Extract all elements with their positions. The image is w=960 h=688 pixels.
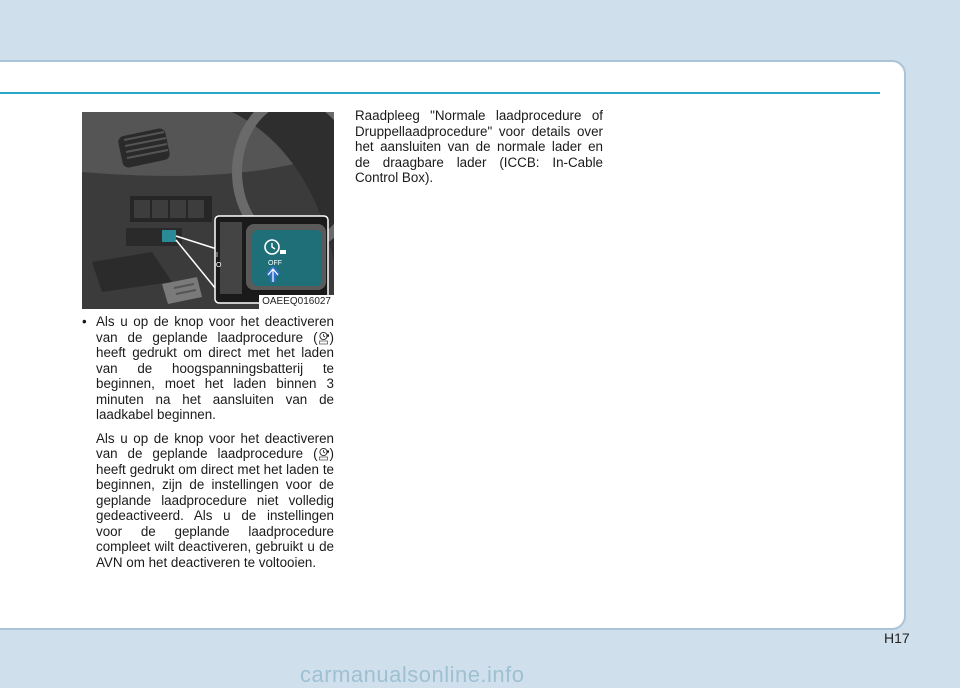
paragraph-1-part-a: Als u op de knop voor het deactiveren van de geplande laadprocedure (: [96, 314, 334, 345]
paragraph-2: [82, 431, 334, 571]
dashboard-photo: [82, 112, 334, 309]
left-column: [82, 314, 334, 570]
watermark: carmanualsonline.info: [300, 662, 525, 687]
paragraph-2-part-a: Als u op de knop voor het deactiveren van de geplande laadprocedure (: [96, 430, 334, 461]
timer-off-icon: [318, 447, 330, 461]
paragraph-1: [96, 314, 334, 423]
right-paragraph: Raadpleeg "Normale laadprocedure of Druppellaadprocedure" voor details over het aansluiten van de normale lader en de draagbare lader (ICCB: In-Cable Control Box).: [355, 108, 603, 185]
bullet-item: [82, 314, 334, 423]
paragraph-2-part-b: ) heeft gedrukt om direct met het laden te beginnen, zijn de instellingen voor de geplande laadprocedure niet volledig gedeactiveerd. Als u de instellingen voor de geplande laadprocedure compleet wilt deactiveren, gebruikt u de AVN om het deactiveren te voltooien.: [96, 446, 334, 570]
svg-text:I: I: [216, 252, 218, 259]
page-number: H17: [884, 630, 910, 646]
right-column: [355, 108, 603, 186]
dashboard-illustration: [82, 112, 334, 309]
svg-text:O: O: [216, 262, 222, 269]
timer-off-icon: [318, 331, 330, 345]
bullet-symbol: •: [82, 314, 87, 329]
figure-code: OAEEQ016027: [259, 295, 334, 309]
paragraph-1-part-b: ) heeft gedrukt om direct met het laden van de hoogspanningsbatterij te beginnen, moet het laden binnen 3 minuten na het aansluiten van de laadkabel beginnen.: [96, 329, 334, 422]
header-rule: [0, 92, 880, 94]
off-label: OFF: [268, 260, 282, 267]
